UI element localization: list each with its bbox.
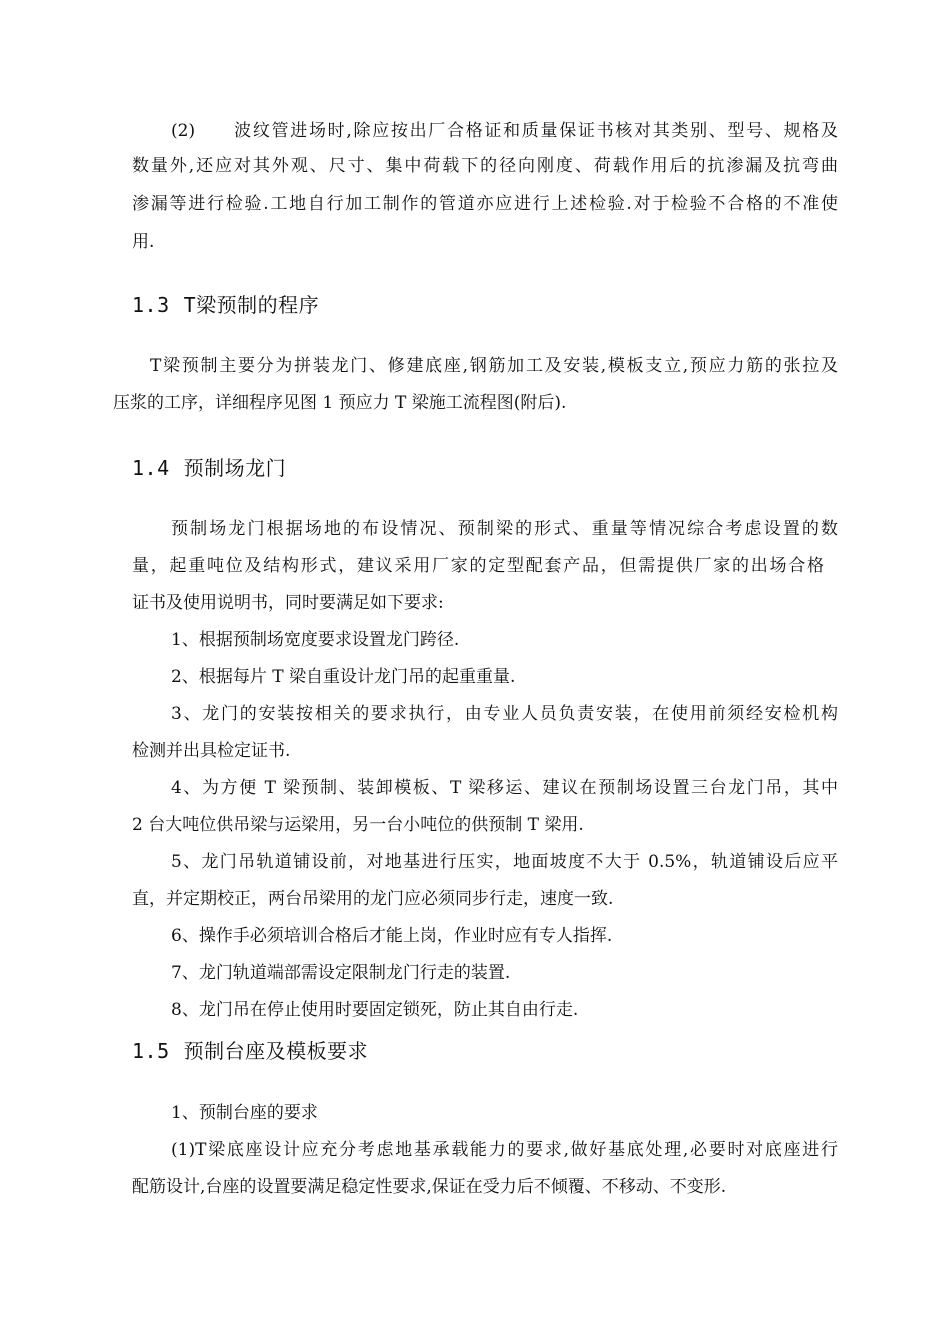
section-title: 预制场龙门 (183, 456, 287, 480)
text-line: (2) 波纹管进场时,除应按出厂合格证和质量保证书核对其类别、型号、规格及 (171, 121, 838, 141)
text-line: T梁预制主要分为拼装龙门、修建底座,钢筋加工及安装,模板支立,预应力筋的张拉及 (150, 356, 838, 376)
text-line: 预制场龙门根据场地的布设情况、预制梁的形式、重量等情况综合考虑设置的数 (171, 519, 838, 539)
list-item: 7、龙门轨道端部需设定限制龙门行走的装置. (171, 963, 511, 983)
list-item: 1、根据预制场宽度要求设置龙门跨径. (171, 630, 460, 650)
section-heading-1-5 (132, 1038, 368, 1064)
sub-heading: 1、预制台座的要求 (171, 1103, 318, 1123)
section-number: 1.4 (132, 456, 170, 480)
section-heading-1-4 (132, 455, 286, 481)
list-item: 4、为方便 T 梁预制、装卸模板、T 梁移运、建议在预制场设置三台龙门吊，其中 (171, 778, 838, 798)
list-item: 5、龙门吊轨道铺设前，对地基进行压实，地面坡度不大于 0.5%，轨道铺设后应平 (171, 852, 838, 872)
section-title: 预制台座及模板要求 (183, 1039, 369, 1063)
list-item-continuation: 2 台大吨位供吊梁与运梁用，另一台小吨位的供预制 T 梁用. (132, 815, 584, 835)
list-item: 6、操作手必须培训合格后才能上岗，作业时应有专人指挥. (171, 926, 613, 946)
section-number: 1.5 (132, 1039, 170, 1063)
section-heading-1-3 (132, 292, 319, 318)
text-line: 压浆的工序，详细程序见图 1 预应力 T 梁施工流程图(附后). (113, 393, 567, 413)
list-item: 3、龙门的安装按相关的要求执行，由专业人员负责安装，在使用前须经安检机构 (171, 704, 838, 724)
list-item: 2、根据每片 T 梁自重设计龙门吊的起重重量. (171, 667, 516, 687)
text-line: 证书及使用说明书，同时要满足如下要求: (132, 593, 444, 613)
text-line: (1)T梁底座设计应充分考虑地基承载能力的要求,做好基底处理,必要时对底座进行 (171, 1140, 838, 1160)
text-line: 数量外,还应对其外观、尺寸、集中荷载下的径向刚度、荷载作用后的抗渗漏及抗弯曲 (132, 156, 838, 176)
text-line: 渗漏等进行检验.工地自行加工制作的管道亦应进行上述检验.对于检验不合格的不准使 (132, 194, 838, 214)
section-title: T梁预制的程序 (183, 293, 320, 317)
list-item-continuation: 检测并出具检定证书. (132, 741, 291, 761)
text-line: 配筋设计,台座的设置要满足稳定性要求,保证在受力后不倾覆、不移动、不变形. (132, 1177, 727, 1197)
section-number: 1.3 (132, 293, 170, 317)
text-line: 量，起重吨位及结构形式，建议采用厂家的定型配套产品，但需提供厂家的出场合格 (132, 556, 824, 576)
list-item: 8、龙门吊在停止使用时要固定锁死，防止其自由行走. (171, 1000, 579, 1020)
list-item-continuation: 直，并定期校正，两台吊梁用的龙门应必须同步行走，速度一致. (132, 889, 614, 909)
text-line: 用. (132, 232, 155, 252)
